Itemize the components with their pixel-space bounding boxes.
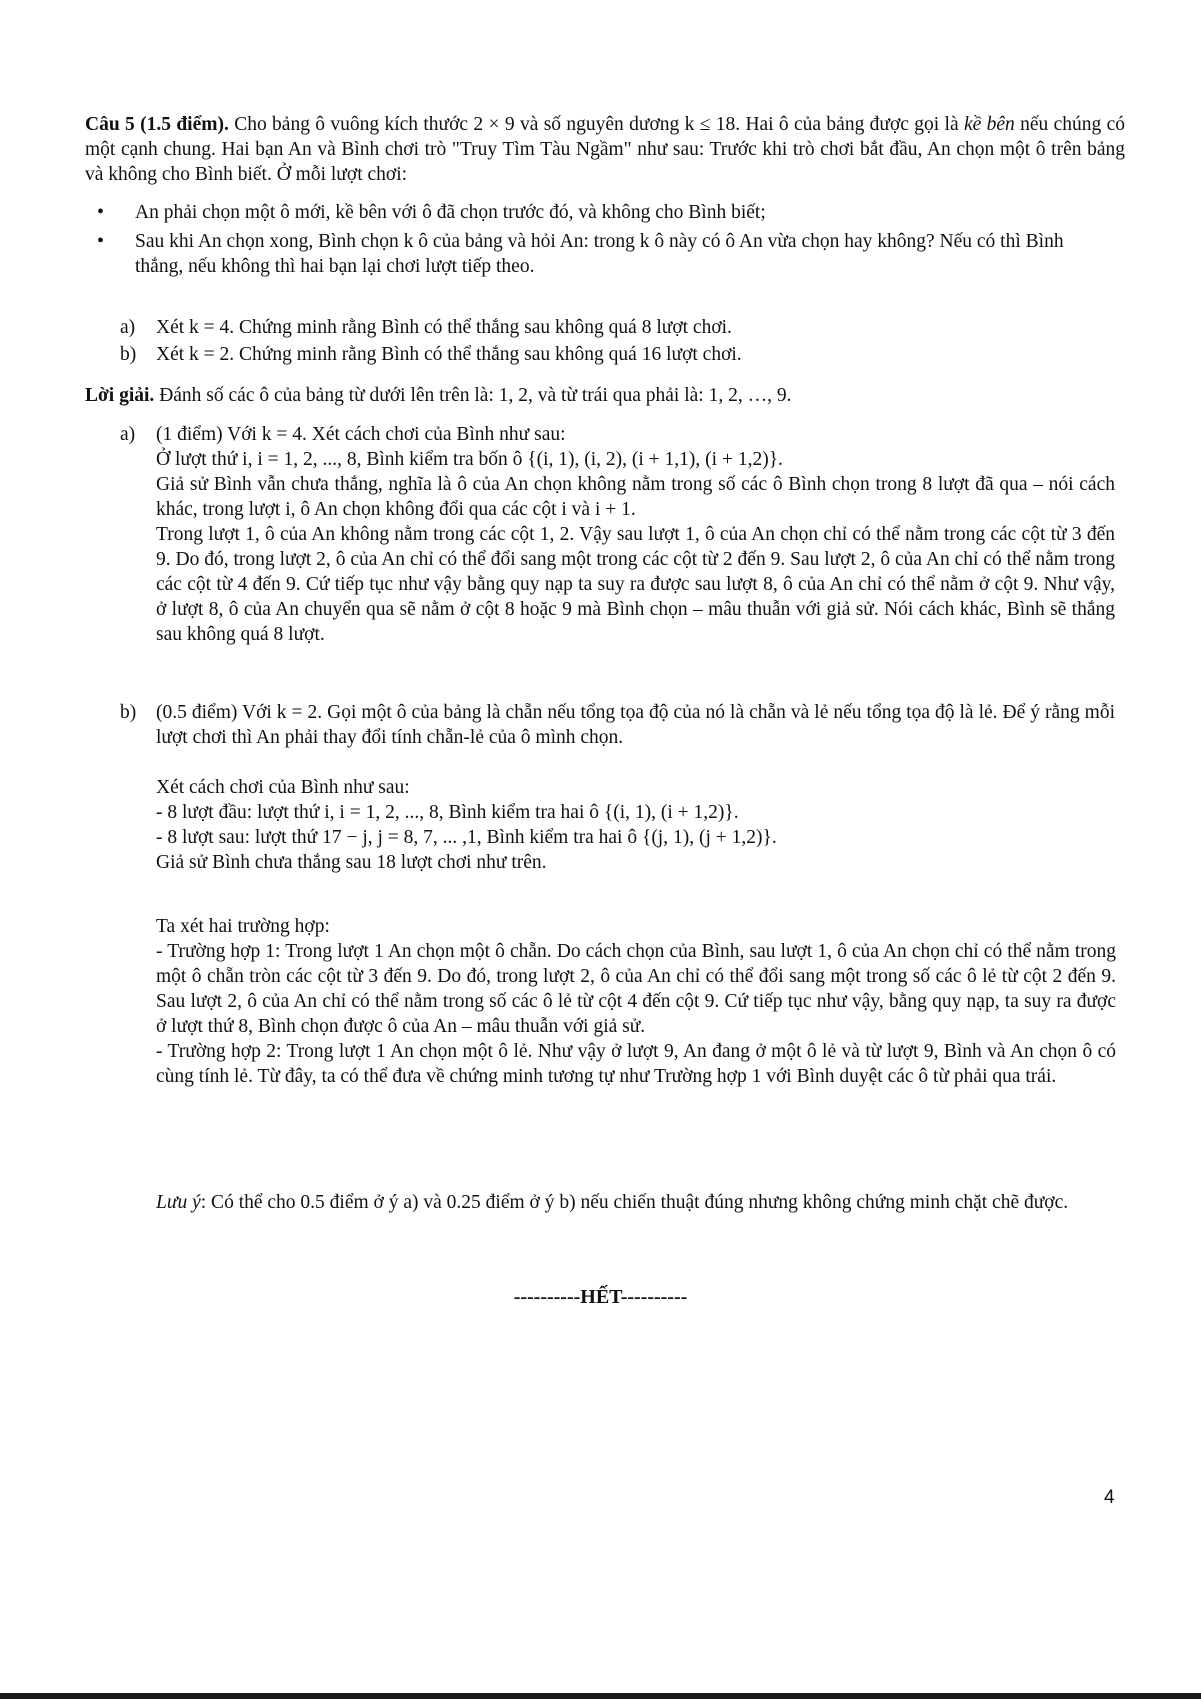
part-text: Xét k = 2. Chứng minh rằng Bình có thể thắng sau không quá 16 lượt chơi. (156, 344, 742, 365)
part-label: a) (120, 424, 136, 445)
scan-bottom-edge (0, 1693, 1201, 1699)
solution-a-line: Trong lượt 1, ô của An không nằm trong các cột 1, 2. Vậy sau lượt 1, ô của An chọn chỉ có thể nằm trong các cột từ 3 đến 9. Do đó, trong lượt 2, ô của An chỉ có thể đổi sang một trong các cột từ 2 đến 9. Sau lượt 2, ô của An chỉ có thể nằm trong các cột từ 4 đến 9. Cứ tiếp tục như vậy bằng quy nạp ta suy ra được sau lượt 8, ô của An chỉ có thể nằm ở cột 9. Như vậy, ở lượt 8, ô của An chuyển qua sẽ nằm ở cột 8 hoặc 9 mà Bình chọn – mâu thuẫn với giả sử. Nói cách khác, Bình sẽ thắng sau không quá 8 lượt. (156, 524, 1115, 645)
solution-intro (85, 383, 1125, 408)
rule-item: • An phải chọn một ô mới, kề bên với ô đã chọn trước đó, và không cho Bình biết; (95, 200, 1075, 225)
solution-b-strategy (156, 775, 1116, 875)
case-1: - Trường hợp 1: Trong lượt 1 An chọn một ô chẵn. Do cách chọn của Bình, sau lượt 1, ô của An chọn chỉ có thể nằm trong một ô chẵn tròn các cột từ 3 đến 9. Do đó, trong lượt 2, ô của An chỉ có thể đổi sang một trong số các ô lẻ từ cột 2 đến 9. Sau lượt 2, ô của An chỉ có thể nằm trong số các ô lẻ từ cột 4 đến cột 9. Cứ tiếp tục như vậy, bằng quy nạp, ta suy ra được ở lượt thứ 8, Bình chọn được ô của An – mâu thuẫn với giả sử. (156, 941, 1116, 1037)
question-part-b (120, 342, 1100, 367)
solution-part-a-body (120, 422, 1115, 647)
solution-b-line: (0.5 điểm) Với k = 2. Gọi một ô của bảng là chẵn nếu tổng tọa độ của nó là chẵn và lẻ nếu tổng tọa độ là lẻ. Để ý rằng mỗi lượt chơi thì An phải thay đổi tính chẵn-lẻ của ô mình chọn. (156, 702, 1115, 748)
note-label: Lưu ý (156, 1192, 201, 1213)
strategy-line: - 8 lượt sau: lượt thứ 17 − j, j = 8, 7, ... ,1, Bình kiểm tra hai ô {(j, 1), (j + 1,2)}. (156, 827, 777, 848)
part-label: a) (120, 317, 136, 338)
page-number: 4 (1104, 1487, 1115, 1508)
rule-item: • Sau khi An chọn xong, Bình chọn k ô của bảng và hỏi An: trong k ô này có ô An vừa chọn hay không? Nếu có thì Bình thắng, nếu không thì hai bạn lại chơi lượt tiếp theo. (95, 229, 1075, 279)
solution-a-line: Ở lượt thứ i, i = 1, 2, ..., 8, Bình kiểm tra bốn ô {(i, 1), (i, 2), (i + 1,1), (i + 1,2)}. (156, 449, 783, 470)
case-2: - Trường hợp 2: Trong lượt 1 An chọn một ô lẻ. Như vậy ở lượt 9, An đang ở một ô lẻ và từ lượt 9, Bình và An chọn ô có cùng tính lẻ. Từ đây, ta có thể đưa về chứng minh tương tự như Trường hợp 1 với Bình duyệt các ô từ phải qua trái. (156, 1041, 1116, 1087)
question-parts (120, 315, 1100, 367)
part-label: b) (120, 702, 137, 723)
question-label: Câu 5 (1.5 điểm). (85, 114, 229, 135)
question-part-a (120, 315, 1100, 340)
strategy-line: Giả sử Bình chưa thắng sau 18 lượt chơi như trên. (156, 852, 547, 873)
solution-part-b-body (120, 700, 1115, 750)
solution-label: Lời giải. (85, 385, 155, 406)
grading-note (156, 1190, 1116, 1215)
question-term: kề bên (963, 114, 1015, 135)
strategy-line: Xét cách chơi của Bình như sau: (156, 777, 410, 798)
end-mark: ----------HẾT---------- (513, 1286, 688, 1308)
solution-a-line: Giả sử Bình vẫn chưa thắng, nghĩa là ô của An chọn không nằm trong số các ô Bình chọn trong 8 lượt đã qua – nói cách khác, trong lượt i, ô An chọn không đổi qua các cột i và i + 1. (156, 474, 1115, 520)
solution-intro-text: Đánh số các ô của bảng từ dưới lên trên là: 1, 2, và từ trái qua phải là: 1, 2, …, 9. (159, 385, 792, 406)
strategy-line: - 8 lượt đầu: lượt thứ i, i = 1, 2, ..., 8, Bình kiểm tra hai ô {(i, 1), (i + 1,2)}. (156, 802, 739, 823)
solution-part-b (120, 700, 1115, 750)
solution-b-cases (156, 914, 1116, 1089)
note-text: : Có thể cho 0.5 điểm ở ý a) và 0.25 điểm ở ý b) nếu chiến thuật đúng nhưng không chứng minh chặt chẽ được. (200, 1192, 1069, 1213)
question-statement (85, 112, 1125, 187)
cases-intro: Ta xét hai trường hợp: (156, 916, 330, 937)
question-intro-part2: nếu chúng có một cạnh chung. Hai bạn An và Bình chơi trò "Truy Tìm Tàu Ngầm" như sau: Trước khi trò chơi bắt đầu, An chọn một ô trên bảng và không cho Bình biết. Ở mỗi lượt chơi: (85, 114, 1126, 185)
part-label: b) (120, 344, 137, 365)
rules-list (95, 200, 1075, 283)
part-text: Xét k = 4. Chứng minh rằng Bình có thể thắng sau không quá 8 lượt chơi. (156, 317, 732, 338)
solution-part-a (120, 422, 1115, 647)
question-intro-part1: Cho bảng ô vuông kích thước 2 × 9 và số nguyên dương k ≤ 18. Hai ô của bảng được gọi là (234, 114, 964, 135)
solution-a-line: (1 điểm) Với k = 4. Xét cách chơi của Bình như sau: (156, 424, 566, 445)
